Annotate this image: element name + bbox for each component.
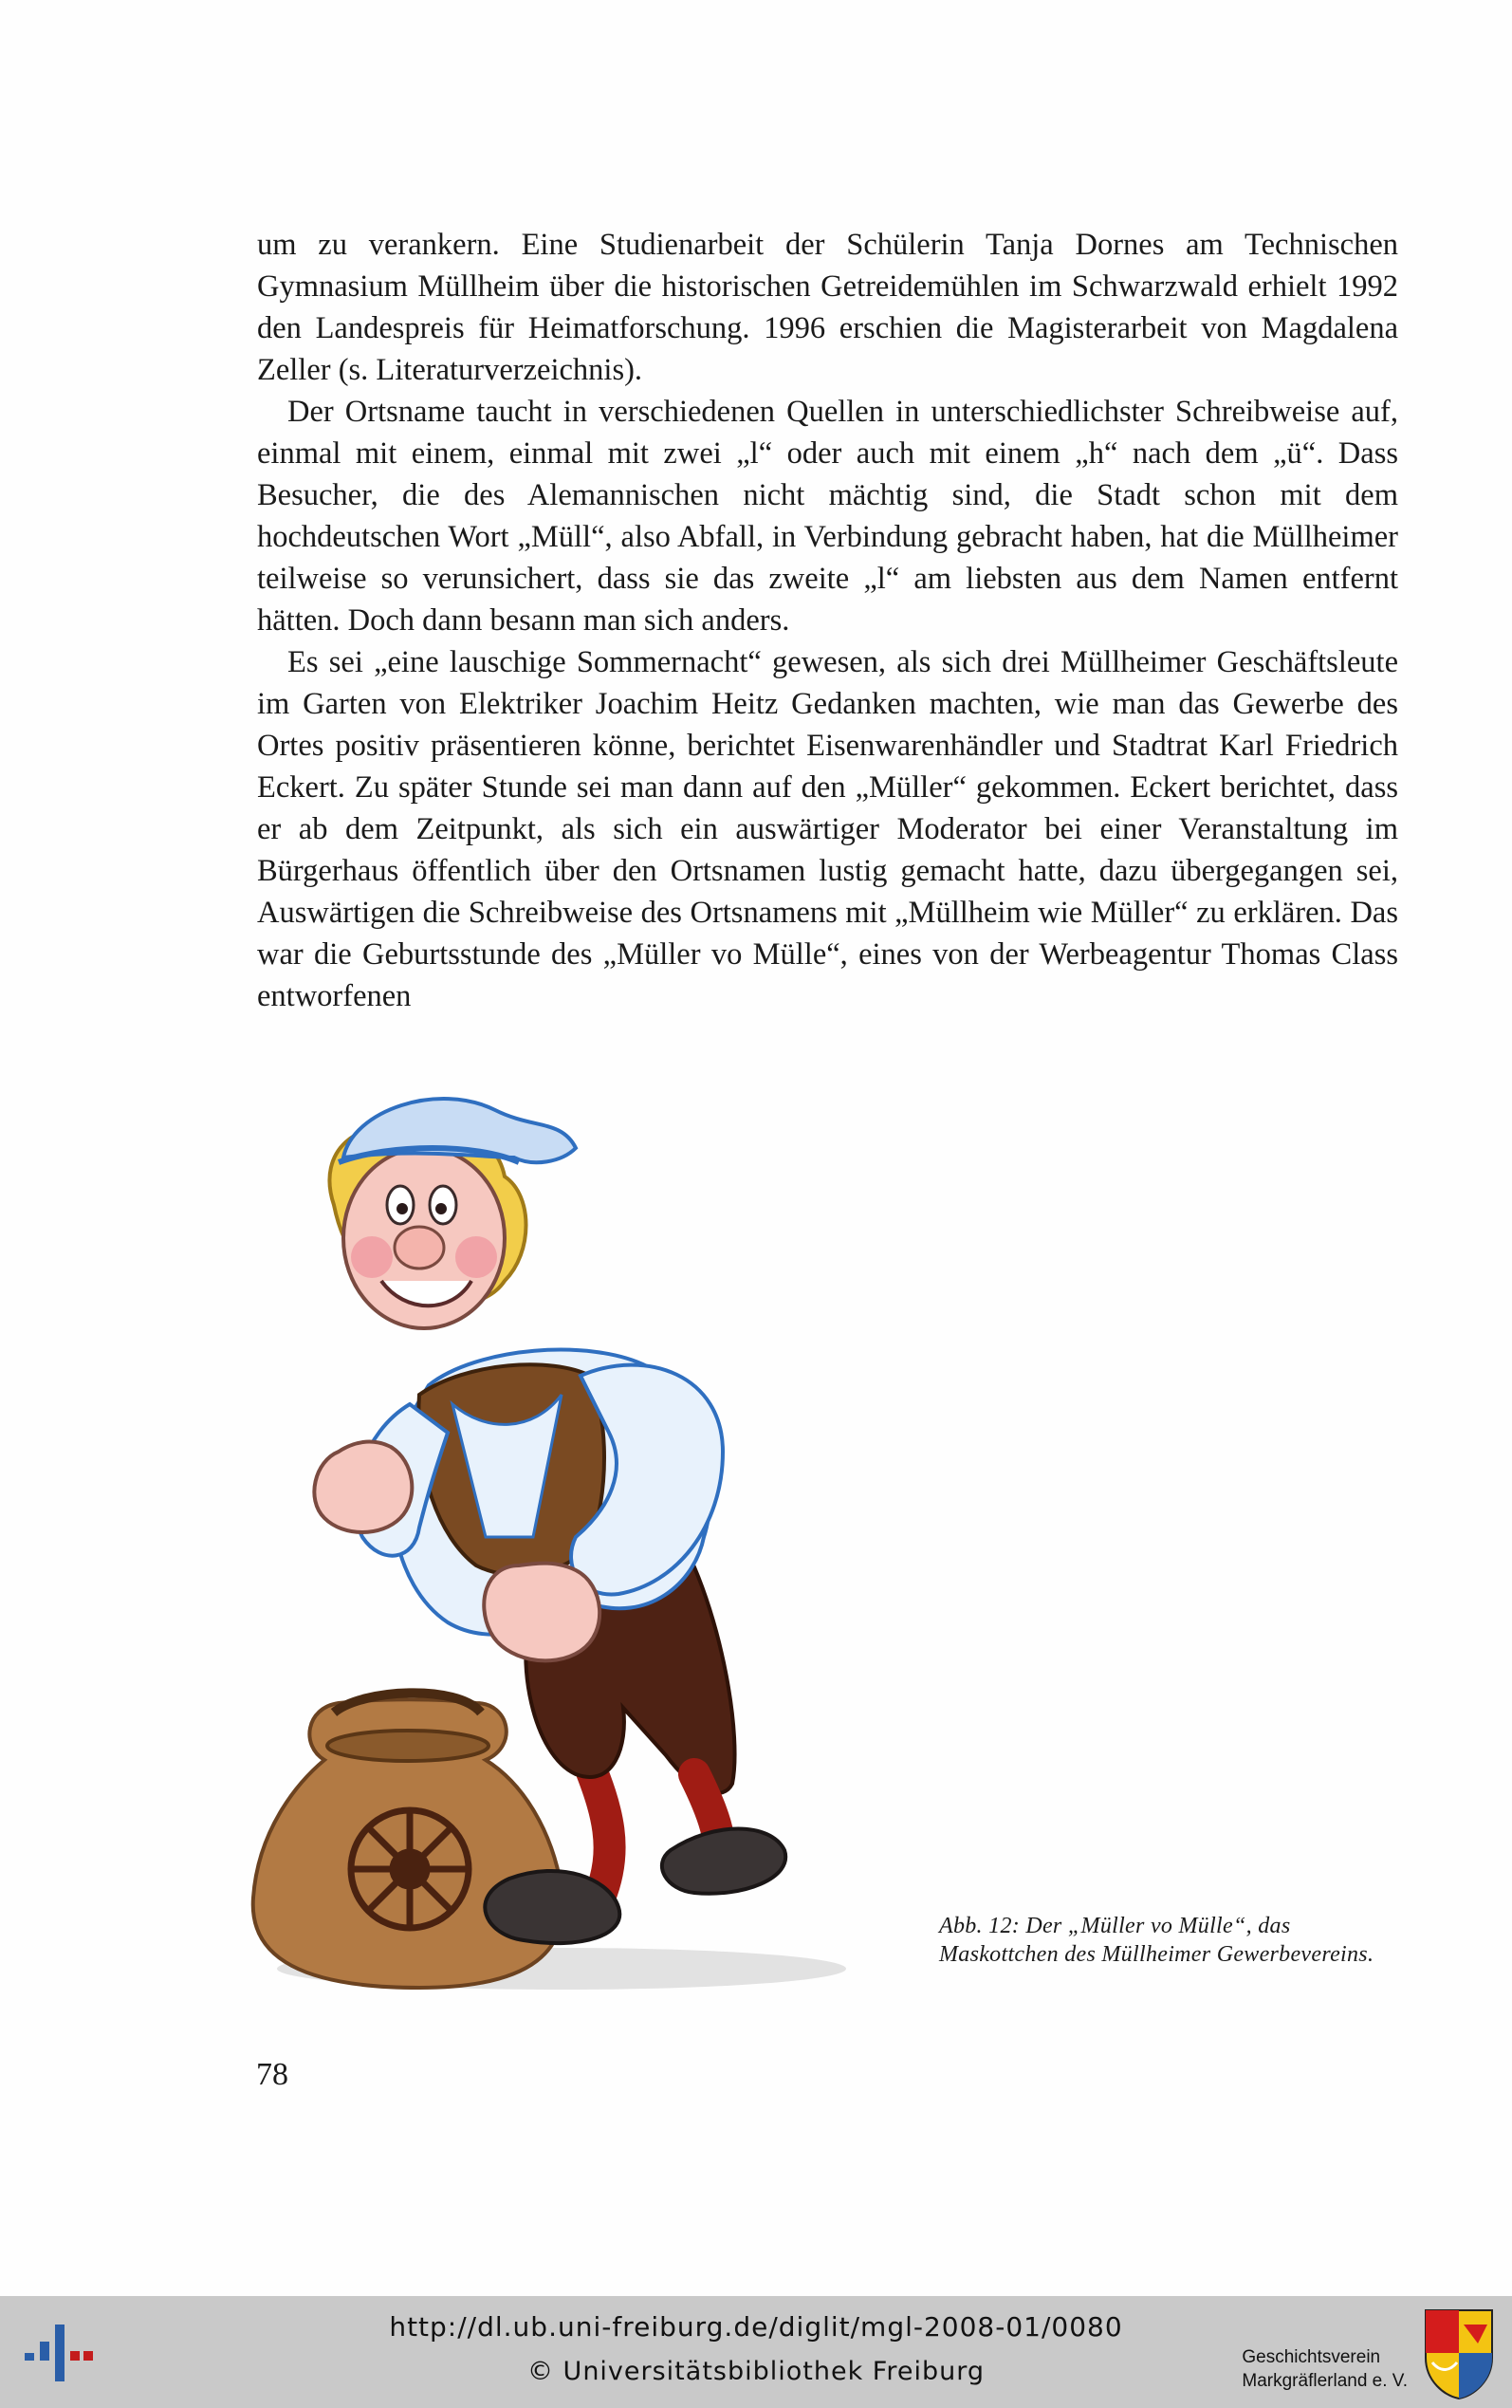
flour-sack: [253, 1693, 563, 1988]
footer-url-link[interactable]: http://dl.ub.uni-freiburg.de/diglit/mgl-2008-01/0080: [389, 2311, 1123, 2343]
paragraph-2: Der Ortsname taucht in verschiedenen Quellen in unterschiedlichster Schreibweise auf, einmal mit einem, einmal mit zwei „l“ oder auch mit einem „h“ nach dem „ü“. Dass Besucher, die des Alemannischen nicht mächtig sind, die Stadt schon mit dem hochdeutschen Wort „Müll“, also Abfall, in Verbindung gebracht haben, hat die Müllheimer teilweise so verunsichert, dass sie das zweite „l“ am liebsten aus dem Namen entfernt hätten. Doch dann besann man sich anders.: [257, 395, 1398, 638]
footer-bar: [0, 2296, 1512, 2408]
fist: [314, 1442, 412, 1532]
right-clog: [662, 1829, 785, 1894]
left-clog: [485, 1871, 619, 1943]
open-hand: [484, 1564, 599, 1661]
figure-caption: Abb. 12: Der „Müller vo Mülle“, das Maskottchen des Müllheimer Gewerbevereins.: [939, 1914, 1374, 1967]
coat-of-arms-icon: [1421, 2306, 1497, 2400]
body-text: [257, 224, 1398, 1017]
page-number: 78: [256, 2057, 288, 2092]
nose: [395, 1227, 444, 1269]
society-line-2: Markgräflerland e. V.: [1242, 2371, 1408, 2391]
society-name: [1242, 2345, 1408, 2393]
paragraph-3: Es sei „eine lauschige Sommernacht“ gewesen, als sich drei Müllheimer Geschäftsleute im Garten von Elektriker Joachim Heitz Gedanken machten, wie man das Gewerbe des Ortes positiv präsentieren könne, berichtet Eisenwarenhändler und Stadtrat Karl Friedrich Eckert. Zu später Stunde sei man dann auf den „Müller“ gekommen. Eckert berichtet, dass er ab dem Zeitpunkt, als sich ein auswärtiger Moderator bei einer Veranstaltung im Bürgerhaus öffentlich über den Ortsnamen lustig gemacht hatte, dazu übergegangen sei, Auswärtigen die Schreibweise des Ortsnamens mit „Müllheim wie Müller“ zu erklären. Das war die Geburtsstunde des „Müller vo Mülle“, eines von der Werbeagentur Thomas Class entworfenen: [257, 645, 1398, 1013]
mill-wheel-icon: [351, 1810, 469, 1928]
head: [329, 1099, 576, 1328]
mascot-illustration: [249, 1091, 913, 2002]
paragraph-1: um zu verankern. Eine Studienarbeit der Schülerin Tanja Dornes am Technischen Gymnasium Müllheim über die historischen Getreidemühlen im Schwarzwald erhielt 1992 den Landespreis für Heimatforschung. 1996 erschien die Magisterarbeit von Magdalena Zeller (s. Literaturverzeichnis).: [257, 228, 1398, 387]
society-line-1: Geschichtsverein: [1242, 2347, 1381, 2367]
footer-copyright: © Universitätsbibliothek Freiburg: [526, 2357, 986, 2386]
